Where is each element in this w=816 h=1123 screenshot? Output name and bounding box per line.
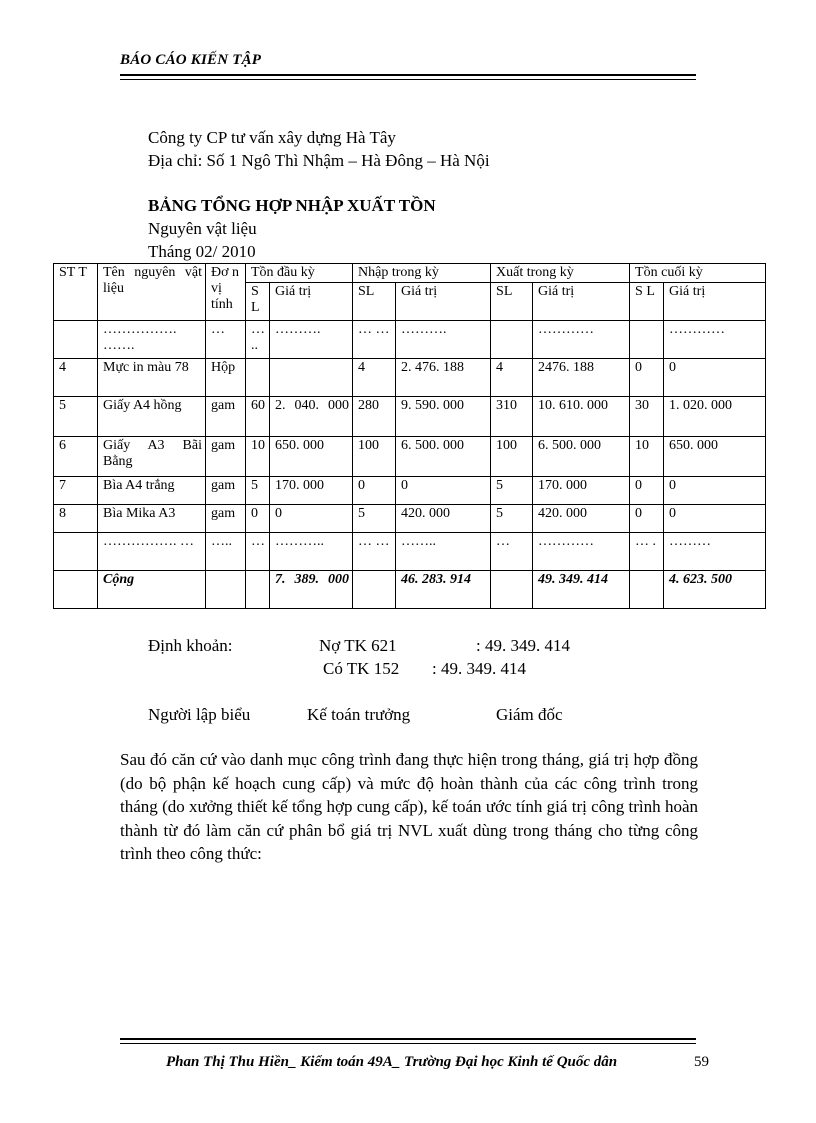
cell-opening-value: 650. 000: [270, 437, 353, 477]
cell-closing-value: …………: [664, 321, 766, 359]
signature-preparer: Người lập biểu: [148, 705, 251, 724]
header-rule-thick: [120, 74, 696, 76]
cell-material-name: Bìa A4 trắng: [98, 477, 206, 505]
body-paragraph: Sau đó căn cứ vào danh mục công trình đang thực hiện trong tháng, giá trị hợp đồng (do bộ phận kế hoạch cung cấp) và mức độ hoàn thành của các công trình trong tháng (do xưởng thiết kế tổng hợp cung cấp), kế toán ước tính giá trị công trình hoàn thành từ đó làm căn cứ phân bổ giá trị NVL xuất dùng trong tháng cho từng công trình theo công thức:: [120, 750, 698, 863]
cell-stt: [54, 533, 98, 571]
total-closing-value: 4. 623. 500: [664, 571, 766, 609]
entries-label: Định khoản:: [148, 636, 233, 655]
cell-out-value: 2476. 188: [533, 359, 630, 397]
cell-closing-qty: 0: [630, 359, 664, 397]
cell-closing-value: 0: [664, 477, 766, 505]
cell-in-qty: 0: [353, 477, 396, 505]
total-cell-unit: [206, 571, 246, 609]
table-row: [54, 477, 766, 505]
credit-account: Có TK 152: [323, 659, 400, 678]
subheader-value: Giá trị: [533, 283, 630, 321]
subheader-qty: S L: [246, 283, 270, 321]
total-out-value: 49. 349. 414: [533, 571, 630, 609]
header-unit: Đơ n vị tính: [206, 264, 246, 321]
cell-material-name: Giấy A3 Bãi Bằng: [98, 437, 206, 477]
page-number: 59: [694, 1054, 709, 1070]
cell-out-qty: 4: [491, 359, 533, 397]
cell-stt: 8: [54, 505, 98, 533]
cell-closing-qty: 10: [630, 437, 664, 477]
cell-in-qty: 280: [353, 397, 396, 437]
cell-in-value: ……..: [396, 533, 491, 571]
cell-closing-value: 0: [664, 505, 766, 533]
report-title: BẢNG TỔNG HỢP NHẬP XUẤT TỒN: [148, 196, 436, 215]
cell-closing-value: ………: [664, 533, 766, 571]
footer-text: Phan Thị Thu Hiền_ Kiểm toán 49A_ Trường Đại học Kinh tế Quốc dân: [166, 1054, 618, 1070]
table-row: [54, 533, 766, 571]
cell-unit: …..: [206, 533, 246, 571]
cell-opening-qty: 5: [246, 477, 270, 505]
cell-material-name: Bìa Mika A3: [98, 505, 206, 533]
company-address: Địa chỉ: Số 1 Ngô Thì Nhậm – Hà Đông – Hà Nội: [148, 151, 490, 170]
cell-unit: Hộp: [206, 359, 246, 397]
cell-material-name: ……………. …….: [98, 321, 206, 359]
header-title: BÁO CÁO KIẾN TẬP: [120, 52, 262, 68]
total-label: Cộng: [98, 571, 206, 609]
cell-closing-value: 1. 020. 000: [664, 397, 766, 437]
cell-out-qty: 5: [491, 505, 533, 533]
table-row: [54, 437, 766, 477]
cell-in-qty: 4: [353, 359, 396, 397]
inventory-summary-table: [53, 263, 766, 609]
debit-account: Nợ TK 621: [319, 636, 397, 655]
company-name: Công ty CP tư vấn xây dựng Hà Tây: [148, 128, 396, 147]
cell-stt: [54, 321, 98, 359]
subheader-value: Giá trị: [270, 283, 353, 321]
subheader-qty: S L: [630, 283, 664, 321]
cell-in-qty: 100: [353, 437, 396, 477]
subheader-qty: SL: [491, 283, 533, 321]
cell-out-value: 420. 000: [533, 505, 630, 533]
cell-closing-qty: 0: [630, 505, 664, 533]
table-row: [54, 397, 766, 437]
cell-in-value: 2. 476. 188: [396, 359, 491, 397]
cell-opening-value: 2. 040. 000: [270, 397, 353, 437]
signature-director: Giám đốc: [496, 705, 563, 724]
cell-opening-qty: 10: [246, 437, 270, 477]
header-closing: Tồn cuối kỳ: [630, 264, 766, 283]
report-month: Tháng 02/ 2010: [148, 242, 256, 261]
cell-stt: 4: [54, 359, 98, 397]
cell-opening-value: [270, 359, 353, 397]
cell-out-qty: …: [491, 533, 533, 571]
cell-out-qty: [491, 321, 533, 359]
cell-material-name: Giấy A4 hồng: [98, 397, 206, 437]
cell-in-qty: 5: [353, 505, 396, 533]
cell-out-qty: 100: [491, 437, 533, 477]
cell-in-value: 0: [396, 477, 491, 505]
cell-out-value: …………: [533, 533, 630, 571]
cell-opening-qty: … ..: [246, 321, 270, 359]
cell-in-value: ……….: [396, 321, 491, 359]
table-row: [54, 359, 766, 397]
cell-closing-qty: [630, 321, 664, 359]
cell-opening-qty: 0: [246, 505, 270, 533]
cell-in-qty: … …: [353, 321, 396, 359]
cell-closing-value: 0: [664, 359, 766, 397]
cell-opening-value: 0: [270, 505, 353, 533]
cell-out-value: 10. 610. 000: [533, 397, 630, 437]
total-opening-value: 7. 389. 000: [270, 571, 353, 609]
cell-opening-qty: …: [246, 533, 270, 571]
cell-in-value: 420. 000: [396, 505, 491, 533]
total-cell-qty: [630, 571, 664, 609]
cell-opening-value: ……….: [270, 321, 353, 359]
cell-stt: 7: [54, 477, 98, 505]
footer-rule-thick: [120, 1038, 696, 1040]
header-out: Xuất trong kỳ: [491, 264, 630, 283]
cell-material-name: ……………. …: [98, 533, 206, 571]
cell-opening-qty: [246, 359, 270, 397]
cell-unit: gam: [206, 437, 246, 477]
cell-unit: gam: [206, 477, 246, 505]
cell-out-value: 170. 000: [533, 477, 630, 505]
header-opening: Tồn đầu kỳ: [246, 264, 353, 283]
cell-out-qty: 310: [491, 397, 533, 437]
subheader-value: Giá trị: [396, 283, 491, 321]
subheader-qty: SL: [353, 283, 396, 321]
cell-opening-value: 170. 000: [270, 477, 353, 505]
cell-closing-qty: 30: [630, 397, 664, 437]
total-cell-stt: [54, 571, 98, 609]
header-rule-thin: [120, 79, 696, 80]
cell-in-qty: … …: [353, 533, 396, 571]
cell-out-qty: 5: [491, 477, 533, 505]
cell-out-value: …………: [533, 321, 630, 359]
debit-amount: : 49. 349. 414: [476, 636, 570, 655]
cell-opening-value: ………..: [270, 533, 353, 571]
total-cell-qty: [491, 571, 533, 609]
header-stt: ST T: [54, 264, 98, 321]
report-subtitle: Nguyên vật liệu: [148, 219, 257, 238]
table-row: [54, 505, 766, 533]
total-in-value: 46. 283. 914: [396, 571, 491, 609]
header-in: Nhập trong kỳ: [353, 264, 491, 283]
cell-in-value: 6. 500. 000: [396, 437, 491, 477]
cell-unit: gam: [206, 397, 246, 437]
cell-unit: …: [206, 321, 246, 359]
cell-material-name: Mực in màu 78: [98, 359, 206, 397]
cell-closing-qty: … .: [630, 533, 664, 571]
cell-in-value: 9. 590. 000: [396, 397, 491, 437]
cell-unit: gam: [206, 505, 246, 533]
total-row: [54, 571, 766, 609]
total-cell-qty: [246, 571, 270, 609]
cell-closing-value: 650. 000: [664, 437, 766, 477]
signature-accountant: Kế toán trưởng: [307, 705, 411, 724]
cell-stt: 6: [54, 437, 98, 477]
cell-stt: 5: [54, 397, 98, 437]
cell-closing-qty: 0: [630, 477, 664, 505]
table-row: [54, 321, 766, 359]
credit-amount: : 49. 349. 414: [432, 659, 526, 678]
subheader-value: Giá trị: [664, 283, 766, 321]
header-material-name: Tên nguyên vật liệu: [98, 264, 206, 321]
footer-rule-thin: [120, 1043, 696, 1044]
table-header-row: [54, 264, 766, 283]
cell-out-value: 6. 500. 000: [533, 437, 630, 477]
cell-opening-qty: 60: [246, 397, 270, 437]
total-cell-qty: [353, 571, 396, 609]
